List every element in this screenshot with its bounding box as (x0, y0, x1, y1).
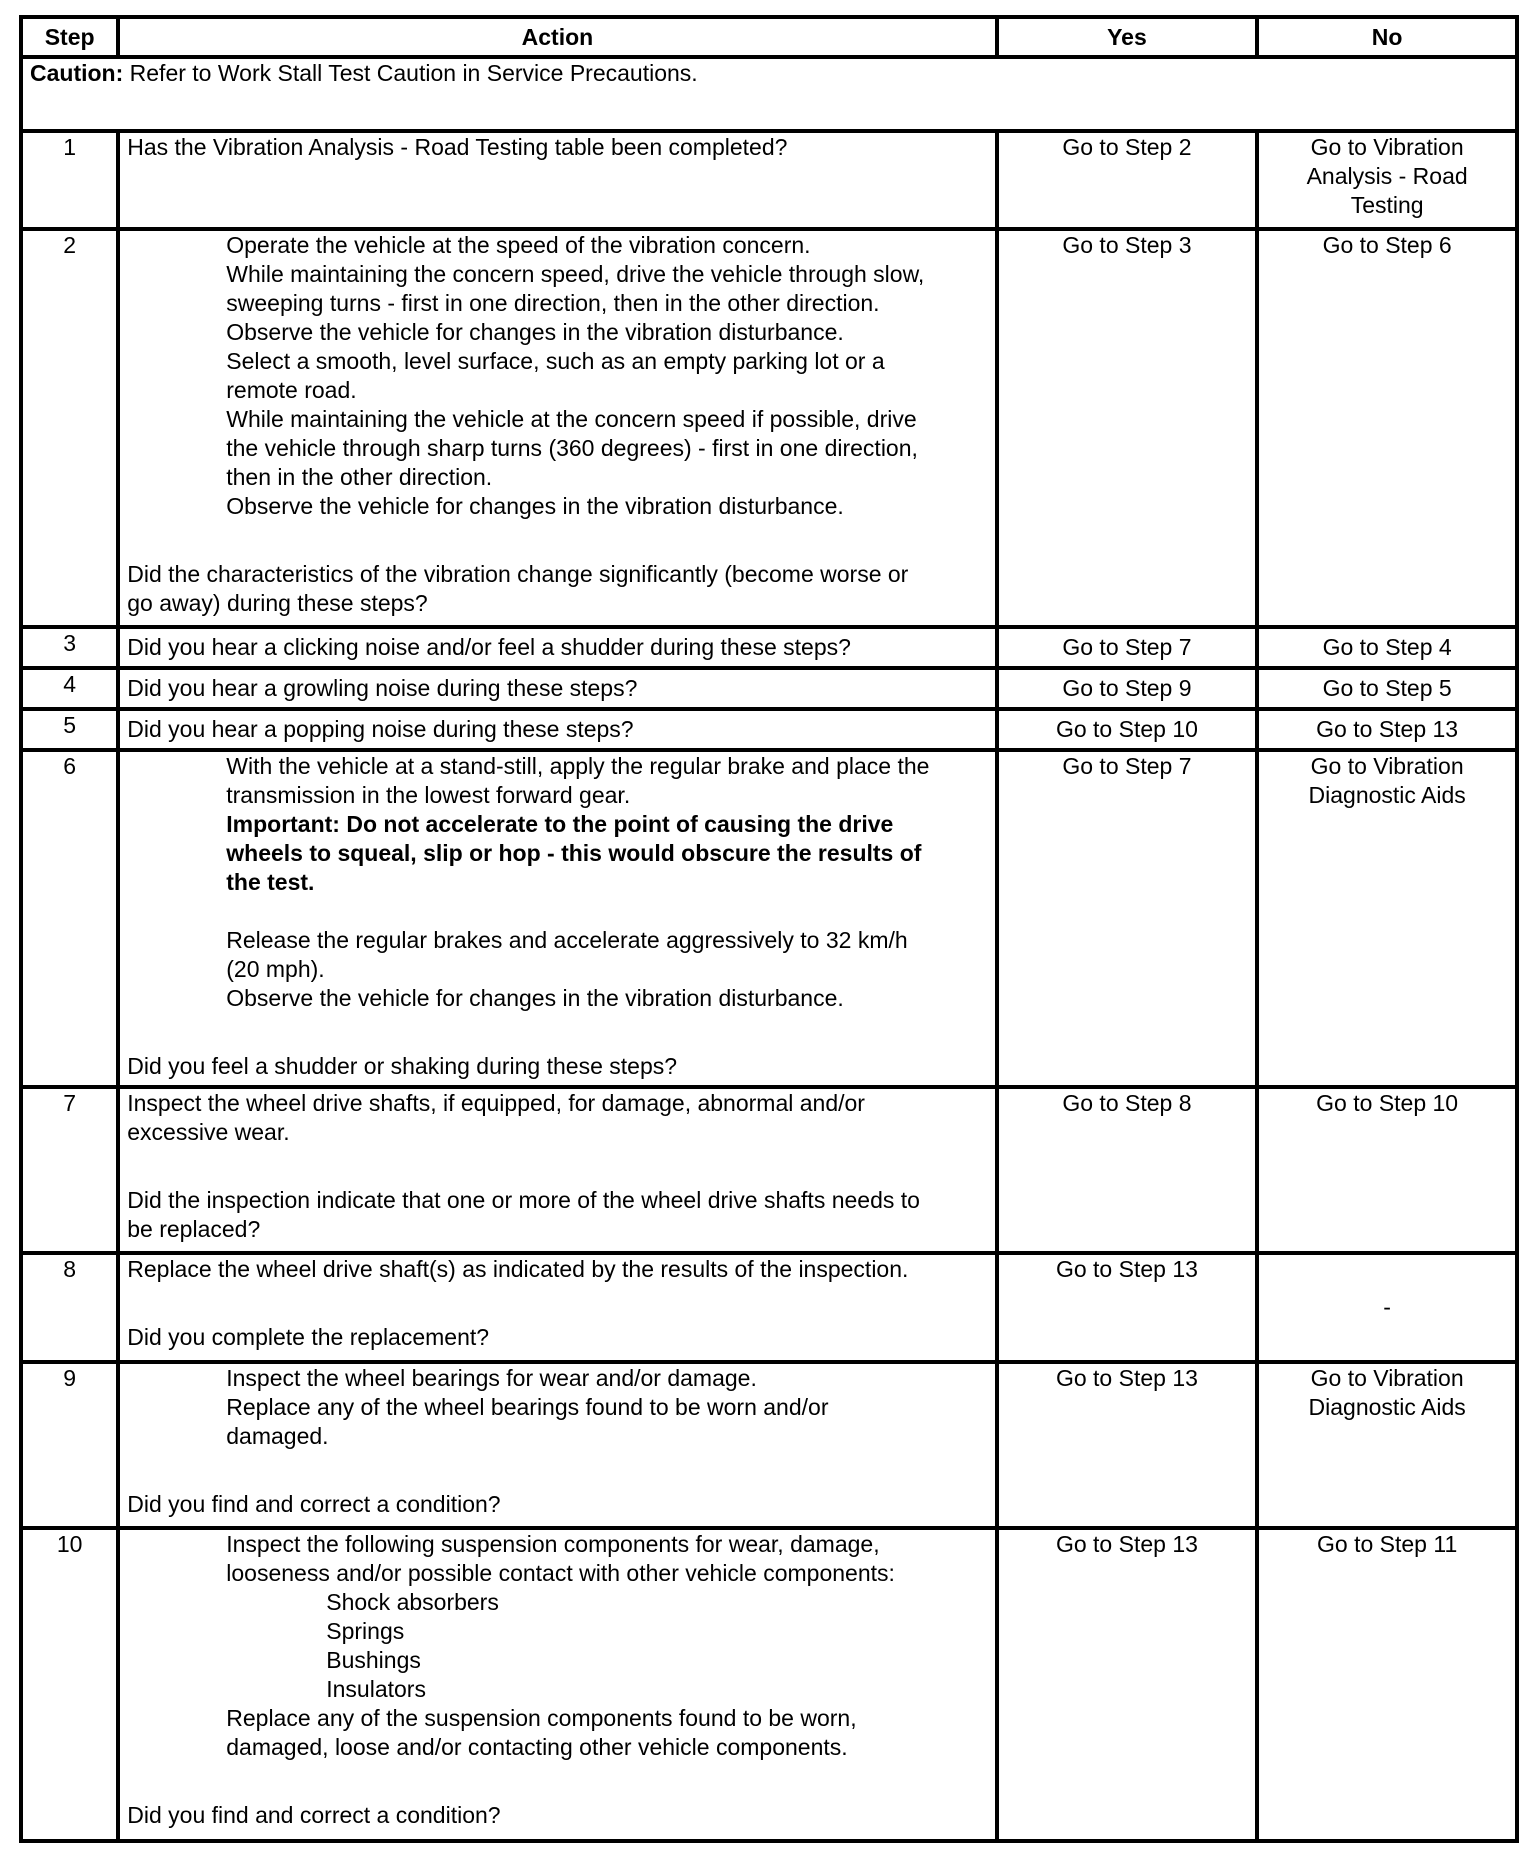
table-row (21, 1087, 1517, 1253)
important-note: Important: Do not accelerate to the point of causing the drive (226, 811, 894, 837)
no-cell: Go to Step 10 (1257, 1087, 1517, 1253)
diagnostic-table (19, 15, 1519, 1843)
step-number: 2 (21, 229, 118, 627)
yes-cell: Go to Step 7 (997, 627, 1258, 668)
caution-row (21, 57, 1517, 131)
step-number: 1 (21, 131, 118, 229)
question-text: Has the Vibration Analysis - Road Testing table been completed? (127, 134, 788, 160)
table-row (21, 627, 1517, 668)
caution-text: Refer to Work Stall Test Caution in Service Precautions. (123, 60, 698, 86)
yes-cell: Go to Step 2 (997, 131, 1258, 229)
header-step: Step (21, 17, 118, 57)
table-row (21, 709, 1517, 750)
question-text: Did you feel a shudder or shaking during these steps? (127, 1053, 678, 1079)
table-row (21, 1253, 1517, 1362)
caution-cell (21, 57, 1517, 131)
action-cell: Operate the vehicle at the speed of the vibration concern. While maintaining the concern speed, drive the vehicle through slow, sweeping turns - first in one direction, then in the other direction. Observe the vehicle for changes in the vibration disturbance. Select a smooth, level surface, such as an empty parking lot or a remote road. While maintaining the vehicle at the concern speed if possible, drive the vehicle through sharp turns (360 degrees) - first in one direction, then in the other direction. Observe the vehicle for changes in the vibration disturbance. Did the characteristics of the vibration change significantly (become worse or go away) during these steps? (118, 229, 996, 627)
question-text: Did you hear a growling noise during these steps? (118, 668, 996, 709)
table-row (21, 1528, 1517, 1841)
list-item: Shock absorbers (326, 1589, 499, 1615)
action-cell: Replace the wheel drive shaft(s) as indicated by the results of the inspection. Did you complete the replacement? (118, 1253, 996, 1362)
table-row (21, 668, 1517, 709)
step-number: 7 (21, 1087, 118, 1253)
action-cell: Inspect the following suspension components for wear, damage, looseness and/or possible contact with other vehicle components: Shock absorbers Springs Bushings Insulators Replace any of the suspension components found to be worn, damaged, loose and/or contacting other vehicle components. Did you find and correct a condition? (118, 1528, 996, 1841)
no-cell: Go to Step 4 (1257, 627, 1517, 668)
step-number: 3 (21, 627, 118, 668)
table-row (21, 1362, 1517, 1528)
yes-cell: Go to Step 13 (997, 1362, 1258, 1528)
list-item: Springs (326, 1618, 405, 1644)
action-cell: With the vehicle at a stand-still, apply the regular brake and place the transmission in the lowest forward gear. Important: Do not accelerate to the point of causing the drive wheels to squeal, slip or hop - this would obscure the results of the test. Release the regular brakes and accelerate aggressively to 32 km/h (20 mph). Observe the vehicle for changes in the vibration disturbance. Did you feel a shudder or shaking during these steps? (118, 750, 996, 1087)
list-item: Bushings (326, 1647, 421, 1673)
yes-cell: Go to Step 7 (997, 750, 1258, 1087)
question-text: Did you hear a popping noise during these steps? (118, 709, 996, 750)
caution-label: Caution: (30, 60, 124, 86)
step-number: 6 (21, 750, 118, 1087)
table-row (21, 750, 1517, 1087)
question-text: Did the characteristics of the vibration change significantly (become worse or (127, 561, 909, 587)
list-item: Insulators (326, 1676, 426, 1702)
no-cell: Go to Step 5 (1257, 668, 1517, 709)
no-cell: Go to Vibration Diagnostic Aids (1257, 750, 1517, 1087)
yes-cell: Go to Step 13 (997, 1528, 1258, 1841)
yes-cell: Go to Step 3 (997, 229, 1258, 627)
header-row (21, 17, 1517, 57)
no-cell: Go to Step 11 (1257, 1528, 1517, 1841)
table-row (21, 131, 1517, 229)
no-cell: Go to Step 13 (1257, 709, 1517, 750)
header-no: No (1257, 17, 1517, 57)
no-cell: Go to Step 6 (1257, 229, 1517, 627)
yes-cell: Go to Step 13 (997, 1253, 1258, 1362)
no-cell: Go to Vibration Diagnostic Aids (1257, 1362, 1517, 1528)
action-cell: Inspect the wheel drive shafts, if equipped, for damage, abnormal and/or excessive wear. Did the inspection indicate that one or more of the wheel drive shafts needs to be replaced? (118, 1087, 996, 1253)
question-text: Did you find and correct a condition? (127, 1802, 501, 1828)
question-text: Did you complete the replacement? (127, 1324, 490, 1350)
header-action: Action (118, 17, 996, 57)
question-text: Did you find and correct a condition? (127, 1491, 501, 1517)
question-text: Did the inspection indicate that one or more of the wheel drive shafts needs to (127, 1187, 920, 1213)
step-number: 10 (21, 1528, 118, 1841)
no-cell: Go to Vibration Analysis - Road Testing (1257, 131, 1517, 229)
yes-cell: Go to Step 8 (997, 1087, 1258, 1253)
no-cell: - (1257, 1253, 1517, 1362)
step-number: 4 (21, 668, 118, 709)
yes-cell: Go to Step 9 (997, 668, 1258, 709)
table-row (21, 229, 1517, 627)
action-cell: Inspect the wheel bearings for wear and/or damage. Replace any of the wheel bearings found to be worn and/or damaged. Did you find and correct a condition? (118, 1362, 996, 1528)
yes-cell: Go to Step 10 (997, 709, 1258, 750)
step-number: 8 (21, 1253, 118, 1362)
step-number: 9 (21, 1362, 118, 1528)
step-number: 5 (21, 709, 118, 750)
header-yes: Yes (997, 17, 1258, 57)
question-text: Did you hear a clicking noise and/or feel a shudder during these steps? (118, 627, 996, 668)
action-cell (118, 131, 996, 229)
